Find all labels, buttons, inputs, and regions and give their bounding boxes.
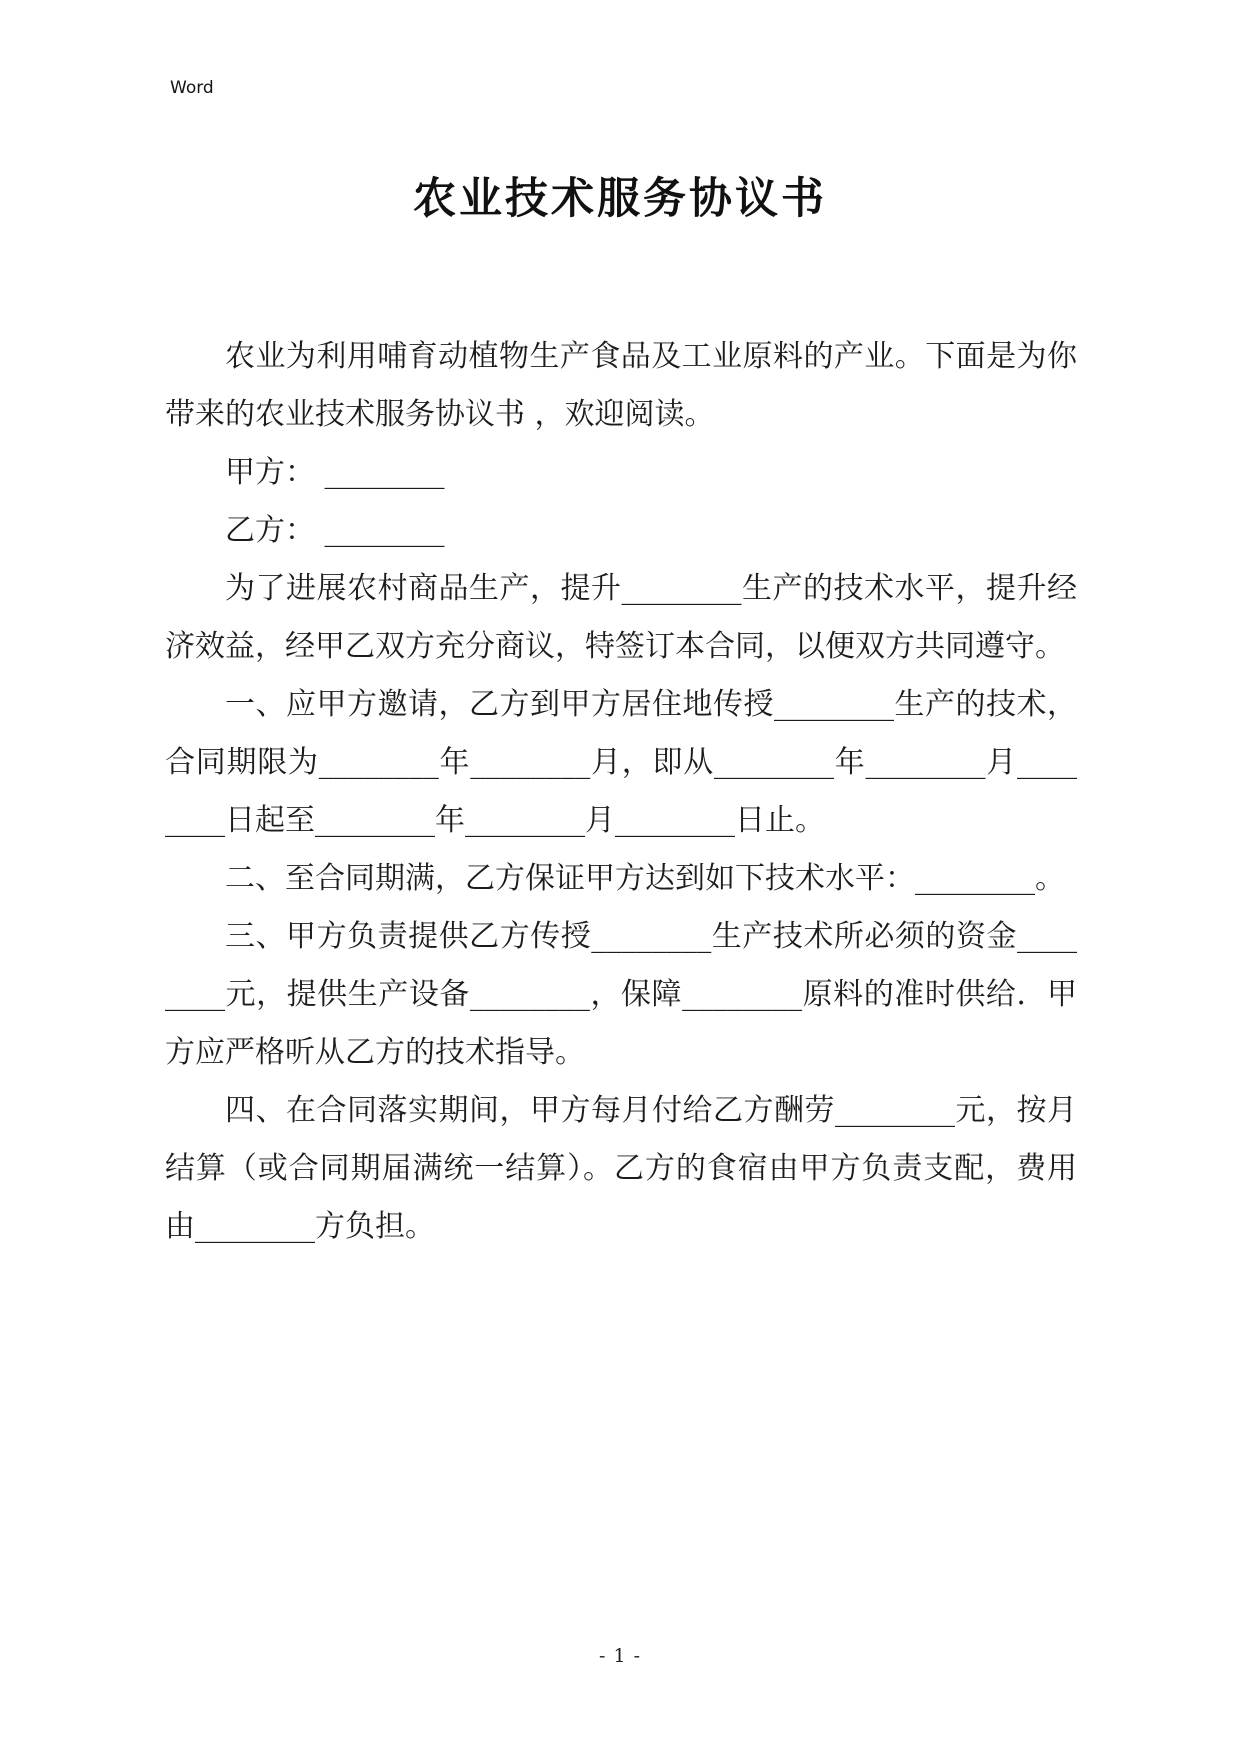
paragraph-party-a: 甲方： ________ <box>225 455 445 490</box>
document-body <box>165 328 1077 1256</box>
document-title: 农业技术服务协议书 <box>413 174 827 224</box>
page-number: - 1 - <box>598 1645 641 1667</box>
app-label: Word <box>170 78 214 98</box>
paragraph-clause-4: 四、在合同落实期间，甲方每月付给乙方酬劳________元，按月结算（或合同期届满统一结算）。乙方的食宿由甲方负责支配，费用由________方负担。 <box>165 1093 1077 1244</box>
paragraph-purpose: 为了进展农村商品生产，提升________生产的技术水平，提升经济效益，经甲乙双方充分商议，特签订本合同，以便双方共同遵守。 <box>165 571 1077 664</box>
paragraph-clause-2: 二、至合同期满，乙方保证甲方达到如下技术水平：________。 <box>225 861 1065 896</box>
paragraph-clause-1: 一、应甲方邀请，乙方到甲方居住地传授________生产的技术，合同期限为________年________月，即从________年________月________日起至________年________月________日止。 <box>165 687 1077 838</box>
paragraph-intro: 农业为利用哺育动植物生产食品及工业原料的产业。下面是为你带来的农业技术服务协议书 ，欢迎阅读。 <box>165 339 1077 432</box>
paragraph-clause-3: 三、甲方负责提供乙方传授________生产技术所必须的资金________元，提供生产设备________，保障________原料的准时供给．甲方应严格听从乙方的技术指导。 <box>165 919 1077 1070</box>
paragraph-party-b: 乙方： ________ <box>225 513 445 548</box>
